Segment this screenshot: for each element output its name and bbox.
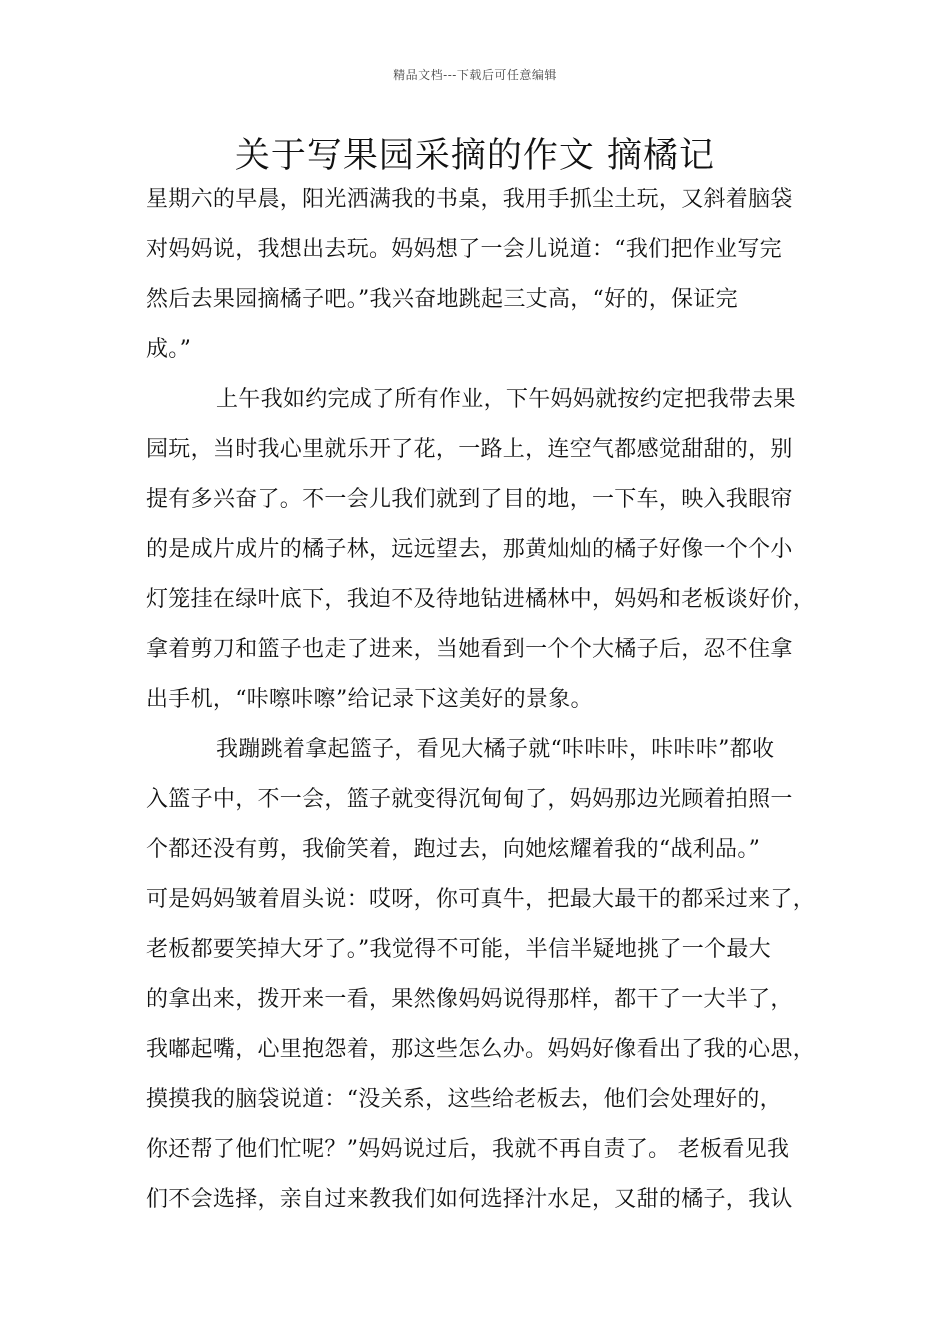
text-line: 出手机，“咔嚓咔嚓”给记录下这美好的景象。 [146,687,593,712]
text-line: 然后去果园摘橘子吧。”我兴奋地跳起三丈高，“好的，保证完 [146,287,738,312]
text-line: 个都还没有剪，我偷笑着，跑过去，向她炫耀着我的“战利品。” [146,837,761,862]
body-text [146,180,826,1230]
text-line: 我嘟起嘴，心里抱怨着，那这些怎么办。妈妈好像看出了我的心思， [146,1037,816,1062]
text-line: 入篮子中，不一会，篮子就变得沉甸甸了，妈妈那边光顾着拍照一 [146,787,793,812]
text-line: 灯笼挂在绿叶底下，我迫不及待地钻进橘林中，妈妈和老板谈好价， [146,587,816,612]
text-line: 的拿出来，拨开来一看，果然像妈妈说得那样，都干了一大半了， [146,987,793,1012]
text-line: 提有多兴奋了。不一会儿我们就到了目的地，一下车，映入我眼帘 [146,487,793,512]
text-line: 摸摸我的脑袋说道：“没关系，这些给老板去，他们会处理好的， [146,1087,782,1112]
text-line: 拿着剪刀和篮子也走了进来，当她看到一个个大橘子后，忍不住拿 [146,637,793,662]
text-line: 老板都要笑掉大牙了。”我觉得不可能，半信半疑地挑了一个最大 [146,937,771,962]
text-line: 成。” [146,337,192,362]
text-line: 星期六的早晨，阳光洒满我的书桌，我用手抓尘土玩，又斜着脑袋 [146,187,793,212]
text-line: 园玩，当时我心里就乐开了花，一路上，连空气都感觉甜甜的，别 [146,437,793,462]
text-line: 对妈妈说，我想出去玩。妈妈想了一会儿说道：“我们把作业写完 [146,237,782,262]
text-line: 上午我如约完成了所有作业，下午妈妈就按约定把我带去果 [216,387,796,412]
page-title: 关于写果园采摘的作文 摘橘记 [234,136,716,176]
text-line: 可是妈妈皱着眉头说：哎呀，你可真牛，把最大最干的都采过来了， [146,887,816,912]
text-line: 们不会选择，亲自过来教我们如何选择汁水足，又甜的橘子，我认 [146,1187,793,1212]
text-line: 你还帮了他们忙呢？”妈妈说过后，我就不再自责了。 老板看见我 [146,1137,790,1162]
header-note: 精品文档---下载后可任意编辑 [393,68,557,82]
text-line: 我蹦跳着拿起篮子，看见大橘子就“咔咔咔，咔咔咔”都收 [216,737,775,762]
text-line: 的是成片成片的橘子林，远远望去，那黄灿灿的橘子好像一个个小 [146,537,793,562]
